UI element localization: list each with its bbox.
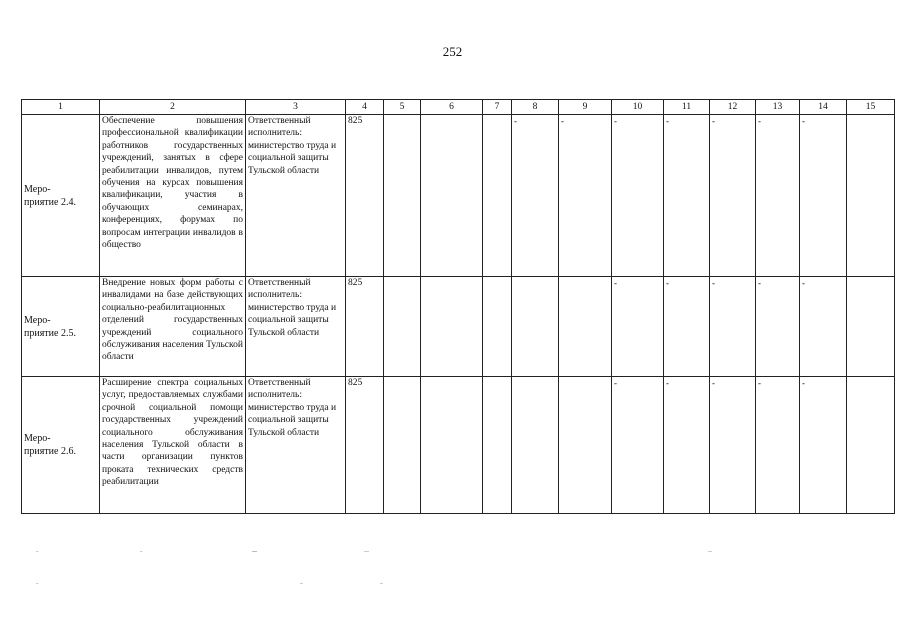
table-cell: [847, 115, 895, 277]
table-row: [22, 377, 895, 514]
column-header: 5: [384, 100, 421, 115]
table-cell: [384, 377, 421, 514]
table-cell: [384, 277, 421, 377]
table-cell: [847, 277, 895, 377]
table-cell: -: [756, 115, 800, 277]
table-cell: -: [710, 377, 756, 514]
table-cell: -: [710, 277, 756, 377]
column-header: 8: [512, 100, 559, 115]
table-cell: -: [710, 115, 756, 277]
page-number: 252: [442, 44, 463, 59]
column-header: 10: [612, 100, 664, 115]
responsible-executor: Ответственный исполнитель: министерство труда и социальной защиты Тульской области: [246, 377, 346, 514]
table-cell: -: [756, 277, 800, 377]
column-header: 2: [100, 100, 246, 115]
table-cell: [483, 377, 512, 514]
column-header: 4: [346, 100, 384, 115]
budget-code: 825: [346, 115, 384, 277]
table-cell: [559, 377, 612, 514]
scan-artifact: [20, 551, 820, 552]
table-cell: -: [800, 377, 847, 514]
table-cell: -: [800, 115, 847, 277]
column-header: 12: [710, 100, 756, 115]
table-cell: [847, 377, 895, 514]
column-header-row: [22, 100, 895, 115]
table-cell: -: [664, 115, 710, 277]
budget-code: 825: [346, 277, 384, 377]
table-cell: [483, 115, 512, 277]
budget-code: 825: [346, 377, 384, 514]
scan-artifact: [20, 583, 820, 584]
table-cell: [421, 277, 483, 377]
table-cell: -: [612, 377, 664, 514]
column-header: 13: [756, 100, 800, 115]
column-header: 14: [800, 100, 847, 115]
column-header: 1: [22, 100, 100, 115]
column-header: 3: [246, 100, 346, 115]
table-cell: [559, 277, 612, 377]
table-cell: -: [612, 277, 664, 377]
table-row: [22, 115, 895, 277]
event-description: Внедрение новых форм работы с инвалидами на базе действующих социально-реабилитационных отделений государственных учреждений социального обслуживания населения Тульской области: [100, 277, 246, 377]
table-cell: -: [756, 377, 800, 514]
responsible-executor: Ответственный исполнитель: министерство труда и социальной защиты Тульской области: [246, 277, 346, 377]
responsible-executor: Ответственный исполнитель: министерство труда и социальной защиты Тульской области: [246, 115, 346, 277]
table-cell: [483, 277, 512, 377]
table-cell: -: [800, 277, 847, 377]
column-header: 11: [664, 100, 710, 115]
table-cell: [512, 277, 559, 377]
table-cell: [384, 115, 421, 277]
event-description: Расширение спектра социальных услуг, предоставляемых службами срочной социальной помощи государственных учреждений социального обслуживания населения Тульской области в части организации пунктов проката технических средств реабилитации: [100, 377, 246, 514]
table-cell: [421, 377, 483, 514]
table-cell: [421, 115, 483, 277]
table-cell: -: [512, 115, 559, 277]
column-header: 6: [421, 100, 483, 115]
table-row: [22, 277, 895, 377]
event-label: Меро- приятие 2.4.: [22, 115, 100, 277]
column-header: 9: [559, 100, 612, 115]
event-label: Меро- приятие 2.5.: [22, 277, 100, 377]
program-table: [21, 99, 895, 514]
event-description: Обеспечение повышения профессиональной квалификации работников государственных учреждений, занятых в сфере реабилитации инвалидов, путем обучения на курсах повышения квалификации, участия в обучающих семинарах, конференциях, форумах по вопросам интеграции инвалидов в общество: [100, 115, 246, 277]
table-cell: [512, 377, 559, 514]
column-header: 7: [483, 100, 512, 115]
table-cell: -: [664, 277, 710, 377]
table-cell: -: [559, 115, 612, 277]
column-header: 15: [847, 100, 895, 115]
table-cell: -: [664, 377, 710, 514]
table-cell: -: [612, 115, 664, 277]
event-label: Меро- приятие 2.6.: [22, 377, 100, 514]
